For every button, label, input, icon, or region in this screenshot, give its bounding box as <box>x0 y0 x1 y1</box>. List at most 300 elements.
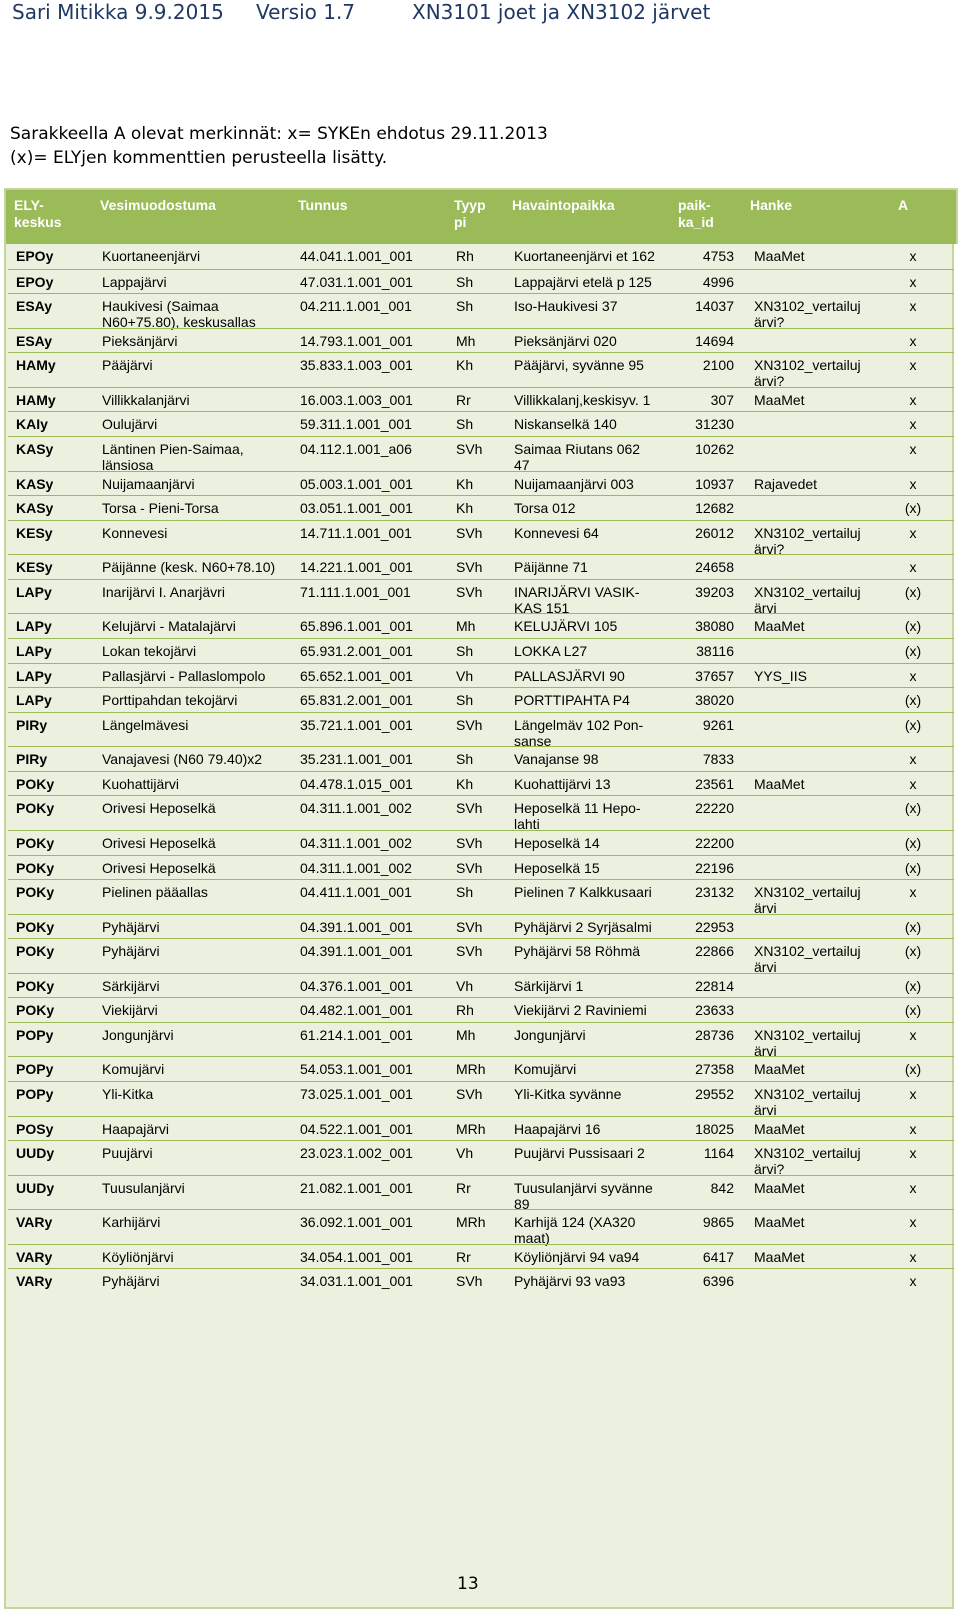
intro-line-2: (x)= ELYjen kommenttien perusteella lisätty. <box>10 148 388 168</box>
cell-havaintopaikka: Tuusulanjärvi syvänne 89 <box>514 1179 653 1212</box>
cell-tyyppi: Kh <box>456 500 474 517</box>
cell-tyyppi: Sh <box>456 298 474 315</box>
cell-tyyppi: MRh <box>456 1120 486 1137</box>
cell-ely: KASy <box>16 475 54 492</box>
cell-vesimuodostuma: Pyhäjärvi <box>102 1273 160 1290</box>
cell-ely: UUDy <box>16 1145 55 1162</box>
cell-hanke: XN3102_vertailuj ärvi <box>754 943 861 976</box>
cell-tunnus: 14.221.1.001_001 <box>300 559 413 576</box>
cell-vesimuodostuma: Oulujärvi <box>102 416 158 433</box>
cell-tunnus: 35.833.1.003_001 <box>300 357 413 374</box>
cell-a: (x) <box>904 1061 922 1078</box>
cell-vesimuodostuma: Viekijärvi <box>102 1002 158 1019</box>
cell-paikka-id: 38080 <box>695 618 734 635</box>
cell-hanke: MaaMet <box>754 1061 805 1078</box>
cell-ely: HAMy <box>16 391 56 408</box>
cell-vesimuodostuma: Karhijärvi <box>102 1214 161 1231</box>
cell-tunnus: 04.482.1.001_001 <box>300 1002 413 1019</box>
cell-tunnus: 03.051.1.001_001 <box>300 500 413 517</box>
cell-vesimuodostuma: Villikkalanjärvi <box>102 391 190 408</box>
cell-tyyppi: SVh <box>456 800 483 817</box>
table-row <box>8 1268 954 1294</box>
cell-a: x <box>909 441 917 457</box>
cell-tyyppi: Rr <box>456 1248 471 1265</box>
cell-ely: POPy <box>16 1086 54 1102</box>
cell-tyyppi: Sh <box>456 884 474 901</box>
cell-vesimuodostuma: Tuusulanjärvi <box>102 1179 185 1196</box>
table-row <box>8 1022 954 1058</box>
cell-tunnus: 04.311.1.001_002 <box>300 800 412 817</box>
cell-hanke: MaaMet <box>754 1179 805 1196</box>
cell-hanke: MaaMet <box>754 1120 805 1137</box>
cell-havaintopaikka: Pielinen 7 Kalkkusaari <box>514 884 652 901</box>
cell-ely: KASy <box>16 441 54 457</box>
cell-tyyppi: SVh <box>456 716 483 733</box>
cell-ely: UUDy <box>16 1179 55 1196</box>
cell-tunnus: 04.391.1.001_001 <box>300 918 413 935</box>
cell-tyyppi: SVh <box>456 524 483 541</box>
table-row <box>8 997 954 1023</box>
cell-tunnus: 73.025.1.001_001 <box>300 1086 413 1102</box>
cell-ely: POKy <box>16 775 55 792</box>
table-row <box>8 613 954 639</box>
cell-a: (x) <box>904 859 922 876</box>
cell-tunnus: 04.311.1.001_002 <box>300 834 412 851</box>
cell-a: x <box>909 298 917 315</box>
cell-tyyppi: Mh <box>456 618 476 635</box>
cell-ely: LAPy <box>16 583 52 600</box>
cell-a: x <box>909 391 917 408</box>
cell-tyyppi: Kh <box>456 775 474 792</box>
cell-a: x <box>909 248 917 264</box>
cell-tunnus: 65.896.1.001_001 <box>300 618 413 635</box>
cell-paikka-id: 22866 <box>695 943 734 960</box>
cell-a: x <box>909 357 917 374</box>
cell-tyyppi: Vh <box>456 1145 474 1162</box>
cell-ely: POPy <box>16 1061 54 1078</box>
cell-tunnus: 59.311.1.001_001 <box>300 416 412 433</box>
table-row <box>8 663 954 689</box>
cell-paikka-id: 22220 <box>695 800 734 817</box>
cell-a: x <box>909 884 917 901</box>
cell-paikka-id: 22200 <box>695 834 734 851</box>
cell-tunnus: 47.031.1.001_001 <box>300 273 413 290</box>
cell-vesimuodostuma: Päijänne (kesk. N60+78.10) <box>102 559 276 576</box>
cell-havaintopaikka: Villikkalanj,keskisyv. 1 <box>514 391 651 408</box>
cell-havaintopaikka: INARIJÄRVI VASIK- KAS 151 <box>514 583 640 616</box>
cell-ely: POKy <box>16 918 55 935</box>
cell-vesimuodostuma: Kuortaneenjärvi <box>102 248 201 264</box>
cell-paikka-id: 9261 <box>702 716 734 733</box>
cell-havaintopaikka: Särkijärvi 1 <box>514 977 584 994</box>
cell-tyyppi: SVh <box>456 583 483 600</box>
cell-a: x <box>909 1120 917 1137</box>
cell-havaintopaikka: LOKKA L27 <box>514 642 588 659</box>
cell-havaintopaikka: Niskanselkä 140 <box>514 416 617 433</box>
table-row <box>8 795 954 831</box>
table-row <box>8 687 954 713</box>
intro-line-1: Sarakkeella A olevat merkinnät: x= SYKEn ehdotus 29.11.2013 <box>10 124 548 144</box>
table-row <box>8 495 954 521</box>
cell-tunnus: 65.652.1.001_001 <box>300 667 413 684</box>
cell-tunnus: 04.522.1.001_001 <box>300 1120 413 1137</box>
cell-tunnus: 04.211.1.001_001 <box>300 298 412 315</box>
table-row <box>8 1081 954 1117</box>
cell-vesimuodostuma: Pieksänjärvi <box>102 332 178 349</box>
cell-paikka-id: 24658 <box>695 559 734 576</box>
cell-vesimuodostuma: Puujärvi <box>102 1145 153 1162</box>
cell-tunnus: 04.112.1.001_a06 <box>300 441 412 457</box>
cell-havaintopaikka: Jongunjärvi <box>514 1026 586 1043</box>
cell-paikka-id: 18025 <box>695 1120 734 1137</box>
cell-ely: LAPy <box>16 618 52 635</box>
cell-paikka-id: 4996 <box>702 273 734 290</box>
cell-tunnus: 44.041.1.001_001 <box>300 248 413 264</box>
cell-hanke: MaaMet <box>754 248 805 264</box>
cell-a: (x) <box>904 716 922 733</box>
cell-vesimuodostuma: Konnevesi <box>102 524 168 541</box>
cell-a: x <box>909 667 917 684</box>
cell-ely: ESAy <box>16 298 53 315</box>
table-row <box>8 1116 954 1142</box>
cell-a: x <box>909 273 917 290</box>
cell-vesimuodostuma: Lappajärvi <box>102 273 167 290</box>
cell-paikka-id: 14694 <box>695 332 734 349</box>
lakes-table <box>4 188 958 1612</box>
cell-hanke: MaaMet <box>754 391 805 408</box>
cell-paikka-id: 7833 <box>702 751 734 768</box>
cell-tyyppi: SVh <box>456 859 483 876</box>
header-col-havaintopaikka: Havaintopaikka <box>512 197 615 213</box>
table-row <box>8 1140 954 1176</box>
cell-vesimuodostuma: Läntinen Pien-Saimaa, länsiosa <box>102 441 244 473</box>
cell-a: (x) <box>904 1002 922 1019</box>
cell-paikka-id: 12682 <box>695 500 734 517</box>
cell-hanke: XN3102_vertailuj ärvi <box>754 1086 861 1118</box>
cell-vesimuodostuma: Pallasjärvi - Pallaslompolo <box>102 667 266 684</box>
cell-paikka-id: 23633 <box>695 1002 734 1019</box>
cell-a: x <box>909 475 917 492</box>
cell-a: (x) <box>904 834 922 851</box>
header-col-paikka-id: paik- ka_id <box>678 197 714 230</box>
table-row <box>8 771 954 797</box>
cell-vesimuodostuma: Orivesi Heposelkä <box>102 834 216 851</box>
table-row <box>8 436 954 472</box>
cell-havaintopaikka: Vanajanse 98 <box>514 751 599 768</box>
cell-havaintopaikka: Konnevesi 64 <box>514 524 599 541</box>
cell-hanke: Rajavedet <box>754 475 818 492</box>
cell-vesimuodostuma: Pielinen pääallas <box>102 884 208 901</box>
table-row <box>8 746 954 772</box>
cell-havaintopaikka: Saimaa Riutans 062 47 <box>514 441 641 473</box>
cell-tunnus: 34.054.1.001_001 <box>300 1248 413 1265</box>
cell-havaintopaikka: Nuijamaanjärvi 003 <box>514 475 634 492</box>
cell-havaintopaikka: Haapajärvi 16 <box>514 1120 601 1137</box>
cell-havaintopaikka: Pyhäjärvi 93 va93 <box>514 1273 626 1290</box>
table-row <box>8 879 954 915</box>
cell-a: x <box>909 1273 917 1290</box>
cell-tyyppi: Sh <box>456 416 474 433</box>
cell-a: (x) <box>904 618 922 635</box>
table-row <box>8 244 954 269</box>
cell-ely: PIRy <box>16 751 48 768</box>
cell-hanke: MaaMet <box>754 618 805 635</box>
table-row <box>8 1175 954 1211</box>
cell-ely: EPOy <box>16 248 54 264</box>
cell-tunnus: 16.003.1.003_001 <box>300 391 413 408</box>
cell-tyyppi: Rr <box>456 391 471 408</box>
header-col-ely: ELY- keskus <box>14 197 62 230</box>
cell-havaintopaikka: Köyliönjärvi 94 va94 <box>514 1248 640 1265</box>
cell-havaintopaikka: PALLASJÄRVI 90 <box>514 667 625 684</box>
cell-havaintopaikka: Heposelkä 14 <box>514 834 600 851</box>
cell-havaintopaikka: Viekijärvi 2 Raviniemi <box>514 1002 647 1019</box>
cell-paikka-id: 26012 <box>695 524 734 541</box>
cell-havaintopaikka: Torsa 012 <box>514 500 576 517</box>
cell-a: x <box>909 332 917 349</box>
cell-tyyppi: Sh <box>456 692 474 709</box>
header-version: Versio 1.7 <box>256 0 356 24</box>
cell-tyyppi: SVh <box>456 1086 483 1102</box>
cell-tunnus: 61.214.1.001_001 <box>300 1026 413 1043</box>
cell-a: x <box>909 1214 917 1231</box>
cell-tunnus: 14.711.1.001_001 <box>300 524 412 541</box>
cell-hanke: XN3102_vertailuj ärvi <box>754 1026 861 1059</box>
cell-tyyppi: Rh <box>456 248 474 264</box>
cell-vesimuodostuma: Pääjärvi <box>102 357 153 374</box>
cell-vesimuodostuma: Porttipahdan tekojärvi <box>102 692 238 709</box>
table-row <box>8 471 954 497</box>
cell-vesimuodostuma: Pyhäjärvi <box>102 943 160 960</box>
cell-ely: VARy <box>16 1214 53 1231</box>
cell-ely: POPy <box>16 1026 54 1043</box>
cell-havaintopaikka: Kuohattijärvi 13 <box>514 775 611 792</box>
cell-tunnus: 21.082.1.001_001 <box>300 1179 413 1196</box>
cell-ely: VARy <box>16 1248 53 1265</box>
cell-tyyppi: Mh <box>456 1026 476 1043</box>
table-header <box>4 188 958 244</box>
cell-vesimuodostuma: Kelujärvi - Matalajärvi <box>102 618 236 635</box>
cell-ely: ESAy <box>16 332 53 349</box>
cell-ely: KESy <box>16 524 53 541</box>
cell-paikka-id: 2100 <box>702 357 734 374</box>
cell-ely: KASy <box>16 500 54 517</box>
cell-paikka-id: 842 <box>710 1179 734 1196</box>
cell-vesimuodostuma: Lokan tekojärvi <box>102 642 197 659</box>
cell-paikka-id: 31230 <box>695 416 734 433</box>
cell-havaintopaikka: Päijänne 71 <box>514 559 588 576</box>
cell-tyyppi: Rh <box>456 1002 474 1019</box>
header-col-tunnus: Tunnus <box>298 197 348 213</box>
cell-a: (x) <box>904 692 922 709</box>
cell-havaintopaikka: Pyhäjärvi 2 Syrjäsalmi <box>514 918 652 935</box>
cell-tyyppi: MRh <box>456 1061 486 1078</box>
cell-havaintopaikka: Heposelkä 11 Hepo- lahti <box>514 800 641 833</box>
table-row <box>8 855 954 881</box>
cell-paikka-id: 28736 <box>695 1026 734 1043</box>
cell-a: (x) <box>904 500 922 517</box>
cell-a: x <box>909 524 917 541</box>
cell-ely: POKy <box>16 800 55 817</box>
cell-hanke: XN3102_vertailuj ärvi <box>754 583 861 616</box>
cell-ely: LAPy <box>16 667 52 684</box>
cell-hanke: MaaMet <box>754 1248 805 1265</box>
cell-a: (x) <box>904 943 922 960</box>
cell-tyyppi: Kh <box>456 475 474 492</box>
table-row <box>8 1056 954 1082</box>
cell-hanke: XN3102_vertailuj ärvi? <box>754 1145 861 1178</box>
cell-tyyppi: SVh <box>456 559 483 576</box>
cell-paikka-id: 4753 <box>702 248 734 264</box>
cell-tunnus: 04.376.1.001_001 <box>300 977 413 994</box>
cell-hanke: XN3102_vertailuj ärvi? <box>754 357 861 390</box>
cell-vesimuodostuma: Nuijamaanjärvi <box>102 475 195 492</box>
cell-tunnus: 35.721.1.001_001 <box>300 716 413 733</box>
cell-tunnus: 04.391.1.001_001 <box>300 943 413 960</box>
cell-a: (x) <box>904 583 922 600</box>
cell-ely: POKy <box>16 834 55 851</box>
cell-a: x <box>909 1179 917 1196</box>
cell-ely: KAIy <box>16 416 48 433</box>
cell-paikka-id: 38116 <box>696 642 734 659</box>
cell-havaintopaikka: Längelmäv 102 Pon- sanse <box>514 716 644 749</box>
cell-ely: POSy <box>16 1120 54 1137</box>
cell-havaintopaikka: Karhijä 124 (XA320 maat) <box>514 1214 636 1247</box>
table-body <box>4 244 954 1609</box>
cell-tyyppi: Kh <box>456 357 474 374</box>
cell-paikka-id: 14037 <box>695 298 734 315</box>
cell-ely: KESy <box>16 559 53 576</box>
cell-paikka-id: 22953 <box>695 918 734 935</box>
cell-paikka-id: 1164 <box>703 1145 734 1162</box>
cell-paikka-id: 29552 <box>695 1086 734 1102</box>
cell-paikka-id: 10262 <box>695 441 734 457</box>
cell-tyyppi: Vh <box>456 977 474 994</box>
cell-hanke: MaaMet <box>754 1214 805 1231</box>
cell-tyyppi: Vh <box>456 667 474 684</box>
page-number: 13 <box>457 1574 479 1594</box>
cell-vesimuodostuma: Komujärvi <box>102 1061 165 1078</box>
cell-ely: POKy <box>16 1002 55 1019</box>
cell-a: x <box>909 416 917 433</box>
cell-vesimuodostuma: Yli-Kitka <box>102 1086 154 1102</box>
cell-havaintopaikka: Kuortaneenjärvi et 162 <box>514 248 655 264</box>
table-row <box>8 638 954 664</box>
table-row <box>8 1209 954 1245</box>
cell-vesimuodostuma: Jongunjärvi <box>102 1026 174 1043</box>
cell-vesimuodostuma: Köyliönjärvi <box>102 1248 174 1265</box>
table-row <box>8 554 954 580</box>
cell-a: x <box>909 751 917 768</box>
cell-tyyppi: SVh <box>456 1273 483 1290</box>
cell-a: x <box>909 559 917 576</box>
table-row <box>8 328 954 354</box>
cell-ely: LAPy <box>16 692 52 709</box>
cell-tyyppi: SVh <box>456 441 483 457</box>
cell-a: x <box>909 1248 917 1265</box>
cell-vesimuodostuma: Orivesi Heposelkä <box>102 800 216 817</box>
cell-hanke: XN3102_vertailuj ärvi? <box>754 298 861 331</box>
cell-havaintopaikka: Pyhäjärvi 58 Röhmä <box>514 943 641 960</box>
table-row <box>8 520 954 556</box>
cell-vesimuodostuma: Torsa - Pieni-Torsa <box>102 500 219 517</box>
cell-vesimuodostuma: Längelmävesi <box>102 716 189 733</box>
cell-ely: POKy <box>16 943 55 960</box>
cell-tyyppi: Mh <box>456 332 476 349</box>
cell-vesimuodostuma: Inarijärvi I. Anarjävri <box>102 583 225 600</box>
cell-tunnus: 65.931.2.001_001 <box>300 642 413 659</box>
header-col-vesimuodostuma: Vesimuodostuma <box>100 197 216 213</box>
cell-havaintopaikka: Pieksänjärvi 020 <box>514 332 617 349</box>
cell-paikka-id: 37657 <box>695 667 734 684</box>
cell-havaintopaikka: Puujärvi Pussisaari 2 <box>514 1145 645 1162</box>
cell-hanke: XN3102_vertailuj ärvi <box>754 884 861 917</box>
cell-hanke: XN3102_vertailuj ärvi? <box>754 524 861 557</box>
cell-tunnus: 36.092.1.001_001 <box>300 1214 413 1231</box>
cell-tunnus: 65.831.2.001_001 <box>300 692 413 709</box>
header-author: Sari Mitikka 9.9.2015 <box>12 0 224 24</box>
cell-tunnus: 54.053.1.001_001 <box>300 1061 413 1078</box>
table-row <box>8 579 954 615</box>
cell-havaintopaikka: KELUJÄRVI 105 <box>514 618 618 635</box>
cell-tunnus: 35.231.1.001_001 <box>300 751 413 768</box>
cell-paikka-id: 9865 <box>702 1214 734 1231</box>
cell-a: (x) <box>904 977 922 994</box>
cell-paikka-id: 10937 <box>695 475 734 492</box>
cell-tunnus: 14.793.1.001_001 <box>300 332 413 349</box>
cell-tunnus: 71.111.1.001_001 <box>300 583 411 600</box>
cell-paikka-id: 307 <box>710 391 734 408</box>
cell-tyyppi: SVh <box>456 918 483 935</box>
table-row <box>8 830 954 856</box>
cell-tyyppi: Sh <box>456 273 474 290</box>
cell-havaintopaikka: Yli-Kitka syvänne <box>514 1086 622 1102</box>
cell-tunnus: 34.031.1.001_001 <box>300 1273 413 1290</box>
intro-text <box>10 122 548 170</box>
cell-vesimuodostuma: Pyhäjärvi <box>102 918 160 935</box>
table-row <box>8 293 954 329</box>
cell-tyyppi: Sh <box>456 642 474 659</box>
cell-vesimuodostuma: Haapajärvi <box>102 1120 169 1137</box>
cell-havaintopaikka: Pääjärvi, syvänne 95 <box>514 357 644 374</box>
cell-paikka-id: 23561 <box>695 775 734 792</box>
cell-ely: LAPy <box>16 642 52 659</box>
cell-a: x <box>909 775 917 792</box>
table-row <box>8 269 954 295</box>
cell-ely: PIRy <box>16 716 48 733</box>
cell-havaintopaikka: PORTTIPAHTA P4 <box>514 692 630 709</box>
cell-ely: VARy <box>16 1273 53 1290</box>
cell-paikka-id: 39203 <box>695 583 734 600</box>
cell-tyyppi: SVh <box>456 834 483 851</box>
cell-a: (x) <box>904 800 922 817</box>
cell-tyyppi: Rr <box>456 1179 471 1196</box>
header-col-a: A <box>898 197 909 213</box>
cell-havaintopaikka: Komujärvi <box>514 1061 577 1078</box>
cell-hanke: MaaMet <box>754 775 805 792</box>
table-row <box>8 1244 954 1270</box>
cell-ely: EPOy <box>16 273 54 290</box>
header-title: XN3101 joet ja XN3102 järvet <box>412 0 711 24</box>
cell-tunnus: 23.023.1.002_001 <box>300 1145 413 1162</box>
cell-ely: POKy <box>16 859 55 876</box>
cell-ely: POKy <box>16 977 55 994</box>
cell-vesimuodostuma: Orivesi Heposelkä <box>102 859 216 876</box>
cell-paikka-id: 27358 <box>695 1061 734 1078</box>
cell-paikka-id: 6396 <box>702 1273 734 1290</box>
cell-tunnus: 04.411.1.001_001 <box>300 884 412 901</box>
cell-vesimuodostuma: Kuohattijärvi <box>102 775 180 792</box>
